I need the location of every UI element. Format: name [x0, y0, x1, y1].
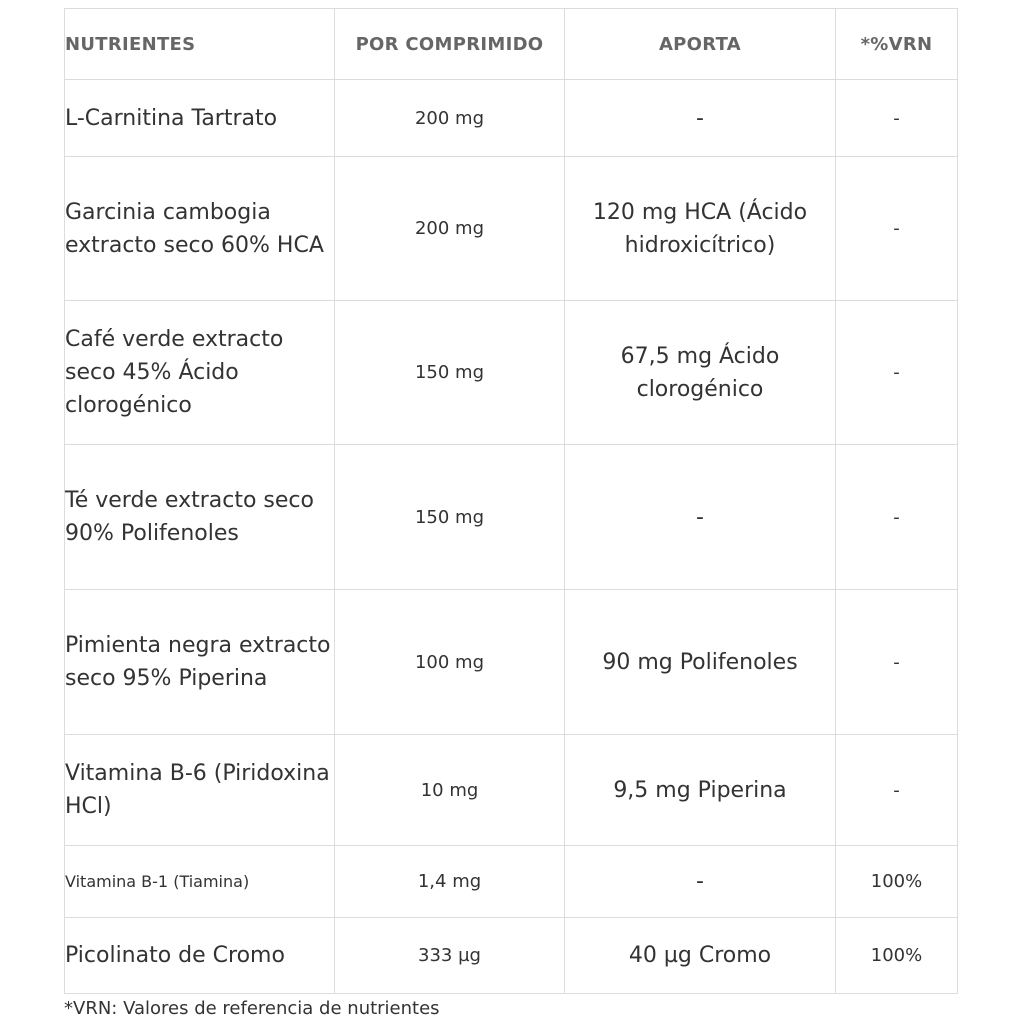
nutrient-cell: L-Carnitina Tartrato — [65, 80, 335, 157]
provides-cell: - — [565, 846, 836, 918]
per-tablet-cell: 1,4 mg — [335, 846, 565, 918]
provides-cell: 120 mg HCA (Ácido hidroxicítrico) — [565, 157, 836, 301]
header-vrn: *%VRN — [836, 9, 958, 80]
vrn-cell: - — [836, 445, 958, 590]
header-nutrientes: NUTRIENTES — [65, 9, 335, 80]
provides-cell: 90 mg Polifenoles — [565, 590, 836, 735]
nutrient-cell: Garcinia cambogia extracto seco 60% HCA — [65, 157, 335, 301]
nutrient-cell: Vitamina B-1 (Tiamina) — [65, 846, 335, 918]
provides-cell: - — [565, 80, 836, 157]
per-tablet-cell: 10 mg — [335, 735, 565, 846]
table-row — [65, 918, 958, 994]
table-header-row — [65, 9, 958, 80]
table-row — [65, 590, 958, 735]
vrn-cell: - — [836, 80, 958, 157]
per-tablet-cell: 200 mg — [335, 157, 565, 301]
per-tablet-cell: 100 mg — [335, 590, 565, 735]
provides-cell: 40 µg Cromo — [565, 918, 836, 994]
table-row — [65, 846, 958, 918]
nutrient-cell: Pimienta negra extracto seco 95% Piperina — [65, 590, 335, 735]
vrn-cell: - — [836, 590, 958, 735]
nutrient-cell: Té verde extracto seco 90% Polifenoles — [65, 445, 335, 590]
header-por-comprimido: POR COMPRIMIDO — [335, 9, 565, 80]
provides-cell: - — [565, 445, 836, 590]
per-tablet-cell: 150 mg — [335, 445, 565, 590]
table-row — [65, 157, 958, 301]
header-aporta: APORTA — [565, 9, 836, 80]
vrn-cell: 100% — [836, 846, 958, 918]
table-row — [65, 80, 958, 157]
vrn-cell: 100% — [836, 918, 958, 994]
provides-cell: 67,5 mg Ácido clorogénico — [565, 301, 836, 445]
nutrient-cell: Picolinato de Cromo — [65, 918, 335, 994]
vrn-cell: - — [836, 735, 958, 846]
nutrition-table — [64, 8, 958, 994]
table-row — [65, 735, 958, 846]
vrn-cell: - — [836, 157, 958, 301]
per-tablet-cell: 200 mg — [335, 80, 565, 157]
nutrient-cell: Vitamina B-6 (Piridoxina HCl) — [65, 735, 335, 846]
nutrient-cell: Café verde extracto seco 45% Ácido clorogénico — [65, 301, 335, 445]
provides-cell: 9,5 mg Piperina — [565, 735, 836, 846]
vrn-cell: - — [836, 301, 958, 445]
per-tablet-cell: 150 mg — [335, 301, 565, 445]
per-tablet-cell: 333 µg — [335, 918, 565, 994]
table-row — [65, 445, 958, 590]
footnote: *VRN: Valores de referencia de nutrientes — [64, 998, 440, 1019]
table-row — [65, 301, 958, 445]
